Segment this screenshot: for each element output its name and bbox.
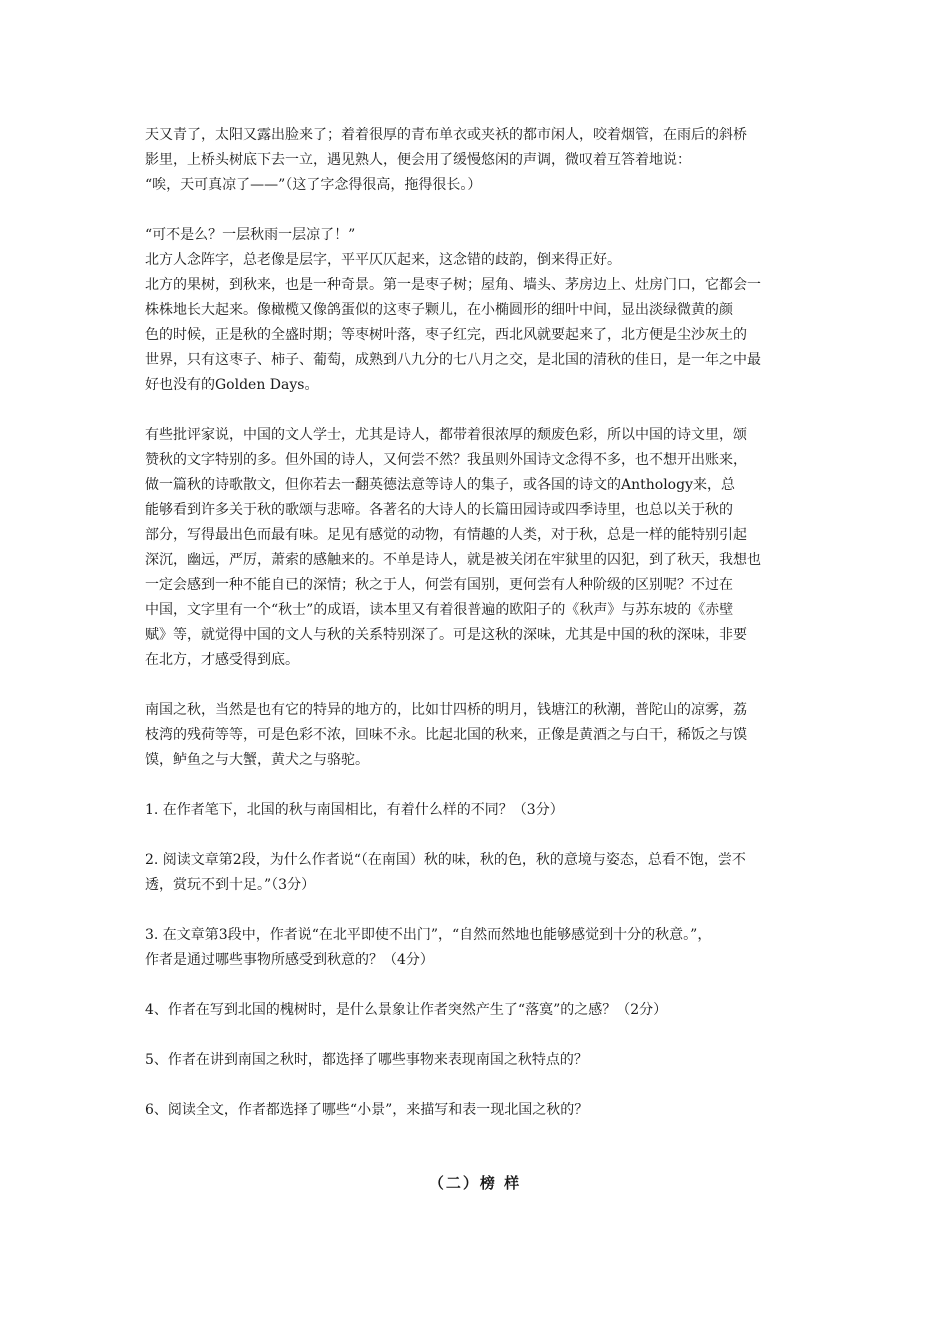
paragraph-5: [145, 273, 813, 398]
spacer: [145, 898, 813, 923]
text-line: 南国之秋，当然是也有它的特异的地方的，比如廿四桥的明月，钱塘江的秋潮，普陀山的凉雾，荔: [145, 702, 747, 718]
text-line: 赋》等，就觉得中国的文人与秋的关系特别深了。可是这秋的深味，尤其是中国的秋的深味，非要: [145, 627, 747, 643]
question-3: [145, 923, 813, 973]
question-6: 6、阅读全文，作者都选择了哪些“小景”，来描写和表一现北国之秋的？: [145, 1102, 589, 1118]
paragraph-3: “可不是么？一层秋雨一层凉了！”: [145, 227, 356, 243]
text-line: 做一篇秋的诗歌散文，但你若去一翻英德法意等诗人的集子，或各国的诗文的Anthology来，总: [145, 477, 735, 493]
paragraph-1: [145, 123, 813, 173]
text-line: 有些批评家说，中国的文人学士，尤其是诗人，都带着很浓厚的颓废色彩，所以中国的诗文里，颂: [145, 427, 747, 443]
document-body: [145, 123, 813, 1123]
question-2: [145, 848, 813, 898]
question-line: 2. 阅读文章第2段，为什么作者说“（在南国）秋的味，秋的色，秋的意境与姿态，总看不饱，尝不: [145, 852, 746, 868]
paragraph-4: 北方人念阵字，总老像是层字，平平仄仄起来，这念错的歧韵，倒来得正好。: [145, 252, 621, 268]
text-line: 世界，只有这枣子、柿子、葡萄，成熟到八九分的七八月之交，是北国的清秋的佳日，是一年之中最: [145, 352, 761, 368]
spacer: [145, 673, 813, 698]
text-line: 北方的果树，到秋来，也是一种奇景。第一是枣子树；屋角、墙头、茅房边上、灶房门口，它都会一: [145, 277, 761, 293]
text-line: 中国，文字里有一个“秋士”的成语，读本里又有着很普遍的欧阳子的《秋声》与苏东坡的《赤壁: [145, 602, 734, 618]
text-line: 影里，上桥头树底下去一立，遇见熟人，便会用了缓慢悠闲的声调，微叹着互答着地说：: [145, 152, 691, 168]
text-line: 一定会感到一种不能自已的深情；秋之于人，何尝有国别，更何尝有人种阶级的区别呢？不过在: [145, 577, 733, 593]
text-line: 赞秋的文字特别的多。但外国的诗人，又何尝不然？我虽则外国诗文念得不多，也不想开出账来，: [145, 452, 747, 468]
text-line: 能够看到许多关于秋的歌颂与悲啼。各著名的大诗人的长篇田园诗或四季诗里，也总以关于秋的: [145, 502, 733, 518]
text-line: 株株地长大起来。像橄榄又像鸽蛋似的这枣子颗儿，在小椭圆形的细叶中间，显出淡绿微黄的颜: [145, 302, 733, 318]
text-line: 馍，鲈鱼之与大蟹，黄犬之与骆驼。: [145, 752, 369, 768]
text-line: 天又青了，太阳又露出脸来了；着着很厚的青布单衣或夹袄的都市闲人，咬着烟管，在雨后的斜桥: [145, 127, 747, 143]
text-line: 色的时候，正是秋的全盛时期；等枣树叶落，枣子红完，西北风就要起来了，北方便是尘沙灰土的: [145, 327, 747, 343]
spacer: [145, 198, 813, 223]
text-line: 部分，写得最出色而最有味。足见有感觉的动物，有情趣的人类，对于秋，总是一样的能特别引起: [145, 527, 747, 543]
spacer: [145, 398, 813, 423]
spacer: [145, 773, 813, 798]
question-5: 5、作者在讲到南国之秋时，都选择了哪些事物来表现南国之秋特点的？: [145, 1052, 588, 1068]
question-4: 4、作者在写到北国的槐树时，是什么景象让作者突然产生了“落寞”的之感？（2分）: [145, 1002, 668, 1018]
paragraph-7: [145, 698, 813, 773]
paragraph-2: “唉，天可真凉了——”（这了字念得很高，拖得很长。）: [145, 177, 482, 193]
spacer: [145, 823, 813, 848]
spacer: [145, 1023, 813, 1048]
text-line: 在北方，才感受得到底。: [145, 652, 299, 668]
text-line: 深沉，幽远，严厉，萧索的感触来的。不单是诗人，就是被关闭在牢狱里的囚犯，到了秋天，我想也: [145, 552, 761, 568]
question-line: 3. 在文章第3段中，作者说“在北平即使不出门”，“自然而然地也能够感觉到十分的秋意。”，: [145, 927, 712, 943]
section-heading: （二）榜 样: [428, 1174, 522, 1192]
text-line: 枝湾的残荷等等，可是色彩不浓，回味不永。比起北国的秋来，正像是黄酒之与白干，稀饭之与馍: [145, 727, 747, 743]
paragraph-6: [145, 423, 813, 673]
spacer: [145, 1073, 813, 1098]
question-line: 作者是通过哪些事物所感受到秋意的？（4分）: [145, 952, 434, 968]
text-line: 好也没有的Golden Days。: [145, 377, 319, 393]
question-line: 透，赏玩不到十足。”（3分）: [145, 877, 316, 893]
question-1: 1. 在作者笔下，北国的秋与南国相比，有着什么样的不同？（3分）: [145, 802, 564, 818]
spacer: [145, 973, 813, 998]
